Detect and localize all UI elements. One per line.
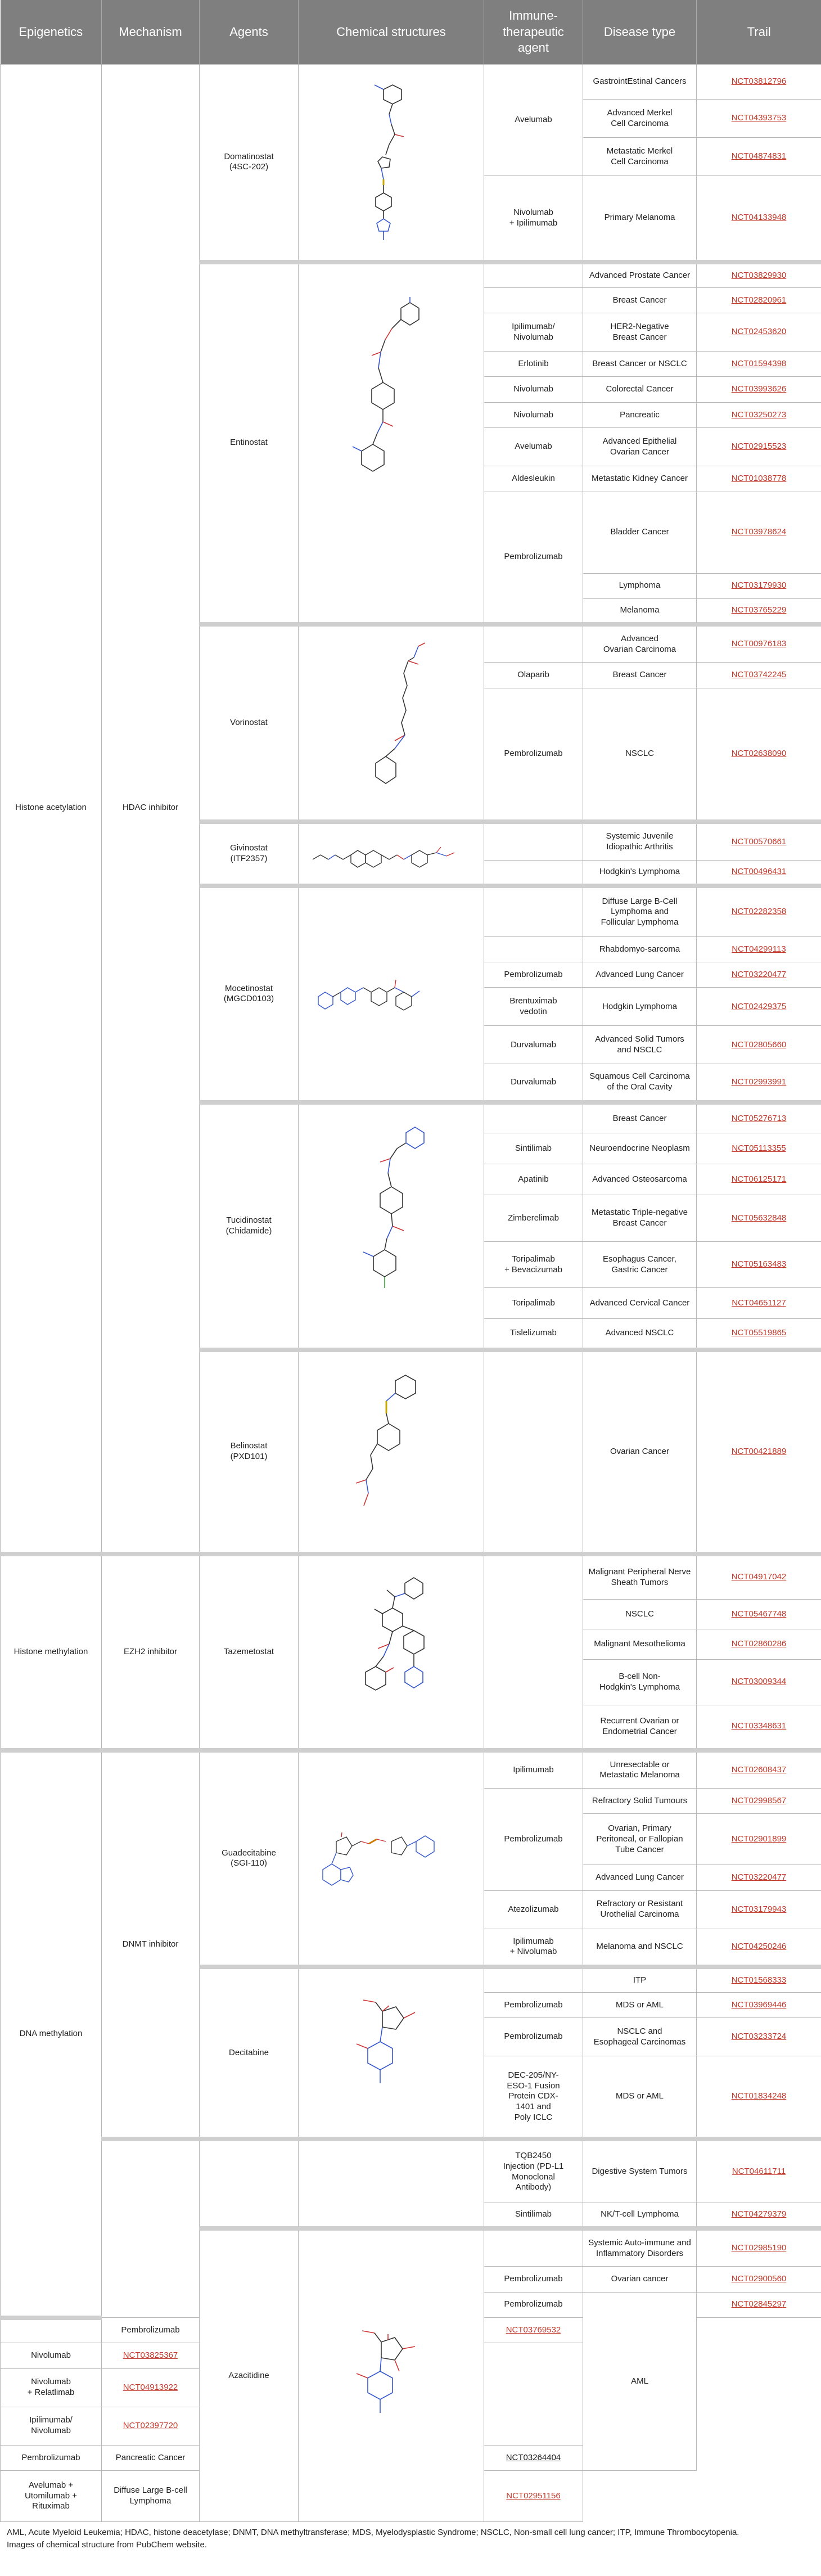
header-epigenetics: Epigenetics bbox=[1, 0, 102, 65]
disease-cell: Rhabdomyo-sarcoma bbox=[583, 936, 697, 962]
disease-cell: Pancreatic Cancer bbox=[102, 2445, 200, 2470]
header-trail: Trail bbox=[697, 0, 821, 65]
trial-link[interactable]: NCT02998567 bbox=[697, 1789, 821, 1814]
belinostat-structure-icon bbox=[344, 1367, 439, 1536]
structure-cell bbox=[299, 1967, 484, 2139]
disease-cell: Metastatic Kidney Cancer bbox=[583, 466, 697, 492]
disease-cell: Lymphoma bbox=[583, 573, 697, 598]
header-chemical-structures: Chemical structures bbox=[299, 0, 484, 65]
disease-cell: Advanced Prostate Cancer bbox=[583, 262, 697, 287]
disease-cell: Ovarian cancer bbox=[583, 2267, 697, 2292]
disease-cell: NK/T-cell Lymphoma bbox=[583, 2203, 697, 2228]
agent-cell bbox=[200, 2139, 299, 2228]
trial-link[interactable]: NCT01594398 bbox=[697, 352, 821, 377]
structure-cell bbox=[299, 2139, 484, 2228]
immuno-cell bbox=[484, 1102, 583, 1133]
disease-cell: NSCLC bbox=[583, 1599, 697, 1629]
agent-cell: Decitabine bbox=[200, 1967, 299, 2139]
structure-cell bbox=[299, 886, 484, 1102]
disease-cell: Metastatic Triple-negative Breast Cancer bbox=[583, 1195, 697, 1241]
immuno-cell: Sintilimab bbox=[484, 2203, 583, 2228]
trial-link[interactable]: NCT05519865 bbox=[697, 1319, 821, 1350]
structure-cell bbox=[299, 1102, 484, 1350]
disease-cell: Advanced Epithelial Ovarian Cancer bbox=[583, 428, 697, 466]
immuno-cell: Pembrolizumab bbox=[484, 2267, 583, 2292]
disease-cell: NSCLC and Esophageal Carcinomas bbox=[583, 2018, 697, 2056]
trial-link[interactable]: NCT04917042 bbox=[697, 1554, 821, 1600]
image-source-note: Images of chemical structure from PubChem website. bbox=[7, 2539, 207, 2550]
immuno-cell: Ipilimumab/ Nivolumab bbox=[1, 2407, 102, 2445]
disease-cell: Malignant Mesothelioma bbox=[583, 1629, 697, 1660]
azacitidine-structure-icon bbox=[341, 2297, 442, 2455]
immuno-cell: Ipilimumab/ Nivolumab bbox=[484, 313, 583, 352]
immuno-cell: Toripalimab bbox=[484, 1288, 583, 1319]
trial-link[interactable]: NCT05163483 bbox=[697, 1241, 821, 1287]
disease-cell: Hodgkin's Lymphoma bbox=[583, 860, 697, 885]
immuno-cell: Nivolumab + Ipilimumab bbox=[484, 176, 583, 262]
disease-cell: Digestive System Tumors bbox=[583, 2139, 697, 2203]
trial-link[interactable]: NCT02453620 bbox=[697, 313, 821, 352]
trial-link[interactable]: NCT02860286 bbox=[697, 1629, 821, 1660]
trial-link[interactable]: NCT01834248 bbox=[697, 2056, 821, 2139]
immuno-cell bbox=[484, 1554, 583, 1750]
trial-link[interactable]: NCT04250246 bbox=[697, 1929, 821, 1967]
disease-cell: Recurrent Ovarian or Endometrial Cancer bbox=[583, 1705, 697, 1750]
trial-link[interactable]: NCT04279379 bbox=[697, 2203, 821, 2228]
trial-link[interactable]: NCT02915523 bbox=[697, 428, 821, 466]
trial-link[interactable]: NCT02638090 bbox=[697, 688, 821, 822]
disease-cell: Refractory Solid Tumours bbox=[583, 1789, 697, 1814]
table-row bbox=[1, 1750, 821, 1789]
disease-cell: Colorectal Cancer bbox=[583, 377, 697, 402]
trial-link[interactable]: NCT02993991 bbox=[697, 1064, 821, 1102]
disease-cell: HER2-Negative Breast Cancer bbox=[583, 313, 697, 352]
disease-cell: Breast Cancer bbox=[583, 663, 697, 688]
agent-cell: Vorinostat bbox=[200, 624, 299, 822]
immuno-cell bbox=[484, 624, 583, 663]
table-row bbox=[1, 65, 821, 100]
disease-cell: Advanced Merkel Cell Carcinoma bbox=[583, 100, 697, 138]
immuno-cell: Pembrolizumab bbox=[484, 688, 583, 822]
trial-link[interactable]: NCT02397720 bbox=[102, 2407, 200, 2445]
immuno-cell: Olaparib bbox=[484, 663, 583, 688]
mechanism-cell: DNMT inhibitor bbox=[102, 1750, 200, 2139]
agent-cell: Azacitidine bbox=[200, 2228, 299, 2522]
immuno-cell bbox=[484, 1350, 583, 1554]
immuno-cell: TQB2450 Injection (PD-L1 Monoclonal Antibody) bbox=[484, 2139, 583, 2203]
immuno-cell: Toripalimab + Bevacizumab bbox=[484, 1241, 583, 1287]
disease-cell: Advanced Ovarian Carcinoma bbox=[583, 624, 697, 663]
header-row bbox=[1, 0, 821, 65]
disease-cell: Refractory or Resistant Urothelial Carcinoma bbox=[583, 1890, 697, 1929]
immuno-cell: Brentuximab vedotin bbox=[484, 988, 583, 1026]
immuno-cell: Nivolumab bbox=[484, 377, 583, 402]
trial-link[interactable]: NCT03812796 bbox=[697, 65, 821, 100]
disease-cell: Advanced Osteosarcoma bbox=[583, 1164, 697, 1195]
trial-link[interactable]: NCT03348631 bbox=[697, 1705, 821, 1750]
entinostat-structure-icon bbox=[344, 286, 439, 601]
disease-cell: Systemic Juvenile Idiopathic Arthritis bbox=[583, 822, 697, 860]
trial-link[interactable]: NCT05632848 bbox=[697, 1195, 821, 1241]
trial-link[interactable]: NCT00976183 bbox=[697, 624, 821, 663]
domatinostat-structure-icon bbox=[358, 80, 425, 244]
trial-link[interactable]: NCT04299113 bbox=[697, 936, 821, 962]
disease-cell: Metastatic Merkel Cell Carcinoma bbox=[583, 138, 697, 176]
immuno-cell bbox=[484, 2228, 583, 2267]
immuno-cell: Nivolumab + Relatlimab bbox=[1, 2368, 102, 2407]
disease-cell: Advanced Lung Cancer bbox=[583, 1865, 697, 1890]
trial-link[interactable]: NCT03179930 bbox=[697, 573, 821, 598]
structure-cell bbox=[299, 822, 484, 885]
header-disease-type: Disease type bbox=[583, 0, 697, 65]
agent-cell: Mocetinostat (MGCD0103) bbox=[200, 886, 299, 1102]
immuno-cell: Pembrolizumab bbox=[484, 492, 583, 624]
disease-cell: Pancreatic bbox=[583, 402, 697, 427]
disease-cell: B-cell Non- Hodgkin's Lymphoma bbox=[583, 1659, 697, 1705]
mechanism-cell: EZH2 inhibitor bbox=[102, 1554, 200, 1750]
trial-link[interactable]: NCT03769532 bbox=[484, 2318, 583, 2343]
trial-link[interactable]: NCT03264404 bbox=[484, 2445, 583, 2470]
disease-cell: Hodgkin Lymphoma bbox=[583, 988, 697, 1026]
trial-link[interactable]: NCT04393753 bbox=[697, 100, 821, 138]
disease-cell: Diffuse Large B-cell Lymphoma bbox=[102, 2471, 200, 2522]
immuno-cell: Pembrolizumab bbox=[102, 2318, 200, 2343]
trial-link[interactable]: NCT02805660 bbox=[697, 1026, 821, 1064]
disease-cell: ITP bbox=[583, 1967, 697, 1992]
trial-link[interactable]: NCT00570661 bbox=[697, 822, 821, 860]
structure-cell bbox=[299, 1750, 484, 1967]
disease-cell: Esophagus Cancer, Gastric Cancer bbox=[583, 1241, 697, 1287]
trial-link[interactable]: NCT02608437 bbox=[697, 1750, 821, 1789]
header-agents: Agents bbox=[200, 0, 299, 65]
disease-cell: Systemic Auto-immune and Inflammatory Disorders bbox=[583, 2228, 697, 2267]
disease-cell: Melanoma and NSCLC bbox=[583, 1929, 697, 1967]
trial-link[interactable]: NCT03250273 bbox=[697, 402, 821, 427]
trial-link[interactable]: NCT05276713 bbox=[697, 1102, 821, 1133]
disease-cell: MDS or AML bbox=[583, 2056, 697, 2139]
immuno-cell: Erlotinib bbox=[484, 352, 583, 377]
decitabine-structure-icon bbox=[341, 1980, 442, 2126]
disease-cell: Unresectable or Metastatic Melanoma bbox=[583, 1750, 697, 1789]
table-row bbox=[1, 1554, 821, 1600]
trial-link[interactable]: NCT03825367 bbox=[102, 2343, 200, 2368]
trial-link[interactable]: NCT03742245 bbox=[697, 663, 821, 688]
trial-link[interactable]: NCT03978624 bbox=[697, 492, 821, 573]
disease-cell: Melanoma bbox=[583, 598, 697, 624]
immuno-cell: Pembrolizumab bbox=[1, 2445, 102, 2470]
disease-cell: Ovarian, Primary Peritoneal, or Fallopian Tube Cancer bbox=[583, 1814, 697, 1865]
trial-link[interactable]: NCT00421889 bbox=[697, 1350, 821, 1554]
mocetinostat-structure-icon bbox=[307, 957, 476, 1030]
trial-link[interactable]: NCT01038778 bbox=[697, 466, 821, 492]
abbreviations-note: AML, Acute Myeloid Leukemia; HDAC, histone deacetylase; DNMT, DNA methyltransferase; MDS, Myelodysplastic Syndrome; NSCLC, Non-small cell lung cancer; ITP, Immune Thrombocytopenia. bbox=[7, 2528, 739, 2537]
immuno-cell: Avelumab bbox=[484, 65, 583, 176]
agent-cell: Guadecitabine (SGI-110) bbox=[200, 1750, 299, 1967]
givinostat-structure-icon bbox=[307, 837, 476, 871]
epigenetics-cell bbox=[1, 2318, 102, 2343]
trial-link[interactable]: NCT02900560 bbox=[697, 2267, 821, 2292]
trial-link[interactable]: NCT04874831 bbox=[697, 138, 821, 176]
disease-cell: Malignant Peripheral Nerve Sheath Tumors bbox=[583, 1554, 697, 1600]
agent-cell: Tazemetostat bbox=[200, 1554, 299, 1750]
disease-cell: Breast Cancer or NSCLC bbox=[583, 352, 697, 377]
epigenetics-cell: Histone methylation bbox=[1, 1554, 102, 1750]
disease-cell: Advanced Lung Cancer bbox=[583, 962, 697, 988]
immuno-cell: Durvalumab bbox=[484, 1026, 583, 1064]
trial-link[interactable]: NCT02845297 bbox=[697, 2292, 821, 2317]
structure-cell bbox=[299, 1554, 484, 1750]
trial-link[interactable]: NCT02901899 bbox=[697, 1814, 821, 1865]
trial-link[interactable]: NCT05467748 bbox=[697, 1599, 821, 1629]
trial-link[interactable]: NCT03233724 bbox=[697, 2018, 821, 2056]
trial-link[interactable]: NCT06125171 bbox=[697, 1164, 821, 1195]
immuno-cell: Ipilimumab + Nivolumab bbox=[484, 1929, 583, 1967]
trial-link[interactable]: NCT03969446 bbox=[697, 1992, 821, 2017]
immuno-cell bbox=[484, 287, 583, 313]
immuno-cell bbox=[484, 860, 583, 885]
trial-link[interactable]: NCT03765229 bbox=[697, 598, 821, 624]
immuno-cell bbox=[484, 822, 583, 860]
disease-cell: Advanced Cervical Cancer bbox=[583, 1288, 697, 1319]
disease-cell: Advanced NSCLC bbox=[583, 1319, 697, 1350]
disease-cell: NSCLC bbox=[583, 688, 697, 822]
trial-link[interactable]: NCT05113355 bbox=[697, 1133, 821, 1164]
trial-link[interactable]: NCT01568333 bbox=[697, 1967, 821, 1992]
immuno-cell: Avelumab + Utomilumab + Rituximab bbox=[1, 2471, 102, 2522]
agent-cell: Givinostat (ITF2357) bbox=[200, 822, 299, 885]
disease-cell: Neuroendocrine Neoplasm bbox=[583, 1133, 697, 1164]
immuno-cell: Nivolumab bbox=[1, 2343, 102, 2368]
trial-link[interactable]: NCT03179943 bbox=[697, 1890, 821, 1929]
trial-link[interactable]: NCT02429375 bbox=[697, 988, 821, 1026]
immuno-cell: Pembrolizumab bbox=[484, 1992, 583, 2017]
structure-cell bbox=[299, 624, 484, 822]
immuno-cell: Zimberelimab bbox=[484, 1195, 583, 1241]
structure-cell bbox=[299, 65, 484, 262]
disease-cell: Ovarian Cancer bbox=[583, 1350, 697, 1554]
disease-cell: Squamous Cell Carcinoma of the Oral Cavity bbox=[583, 1064, 697, 1102]
trial-link[interactable]: NCT02985190 bbox=[697, 2228, 821, 2267]
trial-link[interactable]: NCT03829930 bbox=[697, 262, 821, 287]
structure-cell bbox=[299, 262, 484, 624]
header-immunotherapeutic-agent: Immune-therapeutic agent bbox=[484, 0, 583, 65]
immuno-cell: Atezolizumab bbox=[484, 1890, 583, 1929]
agent-cell: Entinostat bbox=[200, 262, 299, 624]
table-footnote bbox=[7, 2527, 814, 2551]
table-row bbox=[1, 2139, 821, 2203]
trial-link[interactable]: NCT02951156 bbox=[484, 2471, 583, 2522]
trial-link[interactable]: NCT04651127 bbox=[697, 1288, 821, 1319]
disease-cell: MDS or AML bbox=[583, 1992, 697, 2017]
epigenetics-cell: DNA methylation bbox=[1, 1750, 102, 2318]
immuno-cell: Nivolumab bbox=[484, 402, 583, 427]
trial-link[interactable]: NCT03009344 bbox=[697, 1659, 821, 1705]
disease-cell: Breast Cancer bbox=[583, 1102, 697, 1133]
trial-link[interactable]: NCT04913922 bbox=[102, 2368, 200, 2407]
immuno-cell: Apatinib bbox=[484, 1164, 583, 1195]
agent-cell: Domatinostat (4SC-202) bbox=[200, 65, 299, 262]
disease-cell: Diffuse Large B-Cell Lymphoma and Follicular Lymphoma bbox=[583, 886, 697, 937]
immuno-cell: DEC-205/NY- ESO-1 Fusion Protein CDX- 1401 and Poly ICLC bbox=[484, 2056, 583, 2139]
immuno-cell: Pembrolizumab bbox=[484, 962, 583, 988]
immuno-cell: Pembrolizumab bbox=[484, 2292, 583, 2317]
disease-cell: Advanced Solid Tumors and NSCLC bbox=[583, 1026, 697, 1064]
trial-link[interactable]: NCT04133948 bbox=[697, 176, 821, 262]
trial-link[interactable]: NCT02282358 bbox=[697, 886, 821, 937]
immuno-cell: Sintilimab bbox=[484, 1133, 583, 1164]
trial-link[interactable]: NCT03220477 bbox=[697, 962, 821, 988]
immuno-cell: Pembrolizumab bbox=[484, 2018, 583, 2056]
disease-cell: GastrointEstinal Cancers bbox=[583, 65, 697, 100]
guadecitabine-structure-icon bbox=[307, 1808, 476, 1909]
immuno-cell bbox=[484, 262, 583, 287]
structure-cell bbox=[299, 2228, 484, 2522]
immuno-cell bbox=[484, 936, 583, 962]
disease-cell: AML bbox=[583, 2292, 697, 2470]
trial-link[interactable]: NCT04611711 bbox=[697, 2139, 821, 2203]
tazemetostat-structure-icon bbox=[330, 1568, 453, 1736]
agent-cell: Belinostat (PXD101) bbox=[200, 1350, 299, 1554]
agent-cell: Tucidinostat (Chidamide) bbox=[200, 1102, 299, 1350]
trial-link[interactable]: NCT02820961 bbox=[697, 287, 821, 313]
trial-link[interactable]: NCT00496431 bbox=[697, 860, 821, 885]
immuno-cell: Ipilimumab bbox=[484, 1750, 583, 1789]
structure-cell bbox=[299, 1350, 484, 1554]
epigenetics-cell: Histone acetylation bbox=[1, 65, 102, 1554]
immuno-cell: Aldesleukin bbox=[484, 466, 583, 492]
disease-cell: Breast Cancer bbox=[583, 287, 697, 313]
immuno-cell: Tislelizumab bbox=[484, 1319, 583, 1350]
tucidinostat-structure-icon bbox=[341, 1119, 442, 1333]
trial-link[interactable]: NCT03220477 bbox=[697, 1865, 821, 1890]
immuno-cell: Durvalumab bbox=[484, 1064, 583, 1102]
mechanism-cell bbox=[102, 2139, 200, 2317]
immuno-cell: Avelumab bbox=[484, 428, 583, 466]
immuno-cell bbox=[484, 886, 583, 937]
immuno-cell bbox=[484, 1967, 583, 1992]
disease-cell: Bladder Cancer bbox=[583, 492, 697, 573]
mechanism-cell: HDAC inhibitor bbox=[102, 65, 200, 1554]
vorinostat-structure-icon bbox=[341, 638, 442, 807]
header-mechanism: Mechanism bbox=[102, 0, 200, 65]
disease-cell: Primary Melanoma bbox=[583, 176, 697, 262]
immuno-cell: Pembrolizumab bbox=[484, 1789, 583, 1890]
trial-link[interactable]: NCT03993626 bbox=[697, 377, 821, 402]
